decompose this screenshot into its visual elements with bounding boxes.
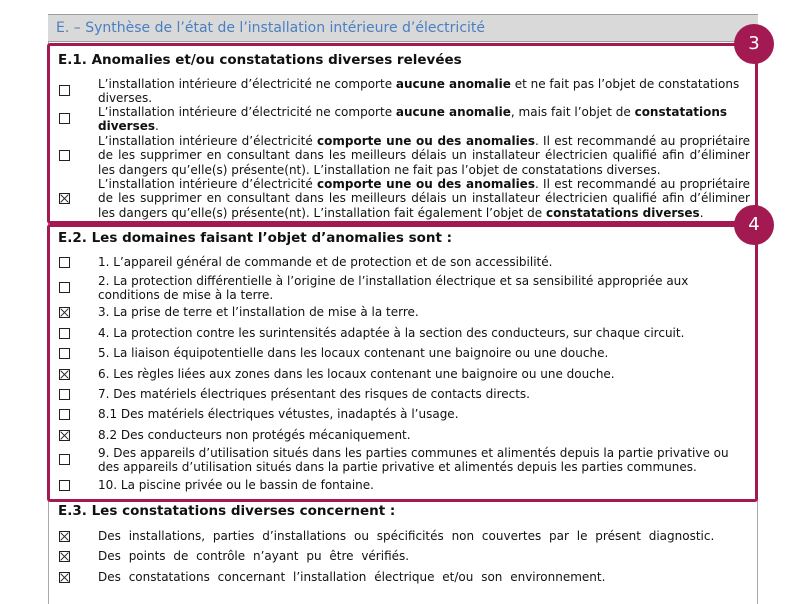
e1-item-4-text: L’installation intérieure d’électricité comporte une ou des anomalies. Il est recommandé au propriétaire de les supprimer en consultant dans les meilleurs délais un installateur électricien qualifié afin d’éliminer les dangers qu’elle(s) présente(nt). L’installation fait également l’objet de constatations diverses. <box>98 177 750 220</box>
checkbox[interactable] <box>59 150 70 161</box>
e2-item-2 <box>58 274 752 304</box>
checkbox-checked[interactable] <box>59 430 70 441</box>
checkbox-checked[interactable] <box>59 307 70 318</box>
e2-item-5 <box>58 346 752 362</box>
e2-item-2-text: 2. La protection différentielle à l’origine de l’installation électrique et sa sensibilité appropriée aux conditions de mise à la terre. <box>98 274 689 303</box>
step-badge-4: 4 <box>734 205 774 245</box>
checkbox-checked[interactable] <box>59 531 70 542</box>
checkbox-checked[interactable] <box>59 193 70 204</box>
checkbox-checked[interactable] <box>59 551 70 562</box>
e3-item-3-text: Des constatations concernant l’installation électrique et/ou son environnement. <box>98 570 606 584</box>
e1-item-2 <box>58 105 752 135</box>
section-header-title: E. – Synthèse de l’état de l’installation intérieure d’électricité <box>56 20 486 36</box>
checkbox[interactable] <box>59 85 70 96</box>
e2-item-8-text: 8.1 Des matériels électriques vétustes, inadaptés à l’usage. <box>98 407 459 421</box>
checkbox-checked[interactable] <box>59 572 70 583</box>
e2-item-11 <box>58 478 752 494</box>
e2-item-6-text: 6. Les règles liées aux zones dans les locaux contenant une baignoire ou une douche. <box>98 367 615 381</box>
e2-item-7-text: 7. Des matériels électriques présentant des risques de contacts directs. <box>98 387 530 401</box>
e2-item-9 <box>58 428 752 444</box>
step-badge-3: 3 <box>734 24 774 64</box>
e2-item-3-text: 3. La prise de terre et l’installation de mise à la terre. <box>98 305 419 319</box>
checkbox[interactable] <box>59 328 70 339</box>
checkbox[interactable] <box>59 480 70 491</box>
section-header <box>48 14 758 42</box>
e1-item-4 <box>58 177 752 221</box>
e2-item-10 <box>58 446 752 476</box>
e1-item-3 <box>58 134 752 178</box>
checkbox[interactable] <box>59 454 70 465</box>
e2-item-3 <box>58 305 752 321</box>
e1-item-1 <box>58 77 752 107</box>
checkbox[interactable] <box>59 113 70 124</box>
e3-item-2-text: Des points de contrôle n’ayant pu être vérifiés. <box>98 549 410 563</box>
e1-item-3-text: L’installation intérieure d’électricité comporte une ou des anomalies. Il est recommandé au propriétaire de les supprimer en consultant dans les meilleurs délais un installateur électricien qualifié afin d’éliminer les dangers qu’elle(s) présente(nt). L’installation ne fait pas l’objet de constatations diverses. <box>98 134 750 177</box>
e2-item-1-text: 1. L’appareil général de commande et de protection et de son accessibilité. <box>98 255 553 269</box>
checkbox[interactable] <box>59 409 70 420</box>
checkbox[interactable] <box>59 282 70 293</box>
e2-item-6 <box>58 367 752 383</box>
checkbox[interactable] <box>59 257 70 268</box>
e3-item-1-text: Des installations, parties d’installations ou spécificités non couvertes par le présent diagnostic. <box>98 529 715 543</box>
e2-item-4-text: 4. La protection contre les surintensités adaptée à la section des conducteurs, sur chaque circuit. <box>98 326 685 340</box>
checkbox[interactable] <box>59 348 70 359</box>
e3-item-2 <box>58 549 752 565</box>
e3-item-1 <box>58 529 752 545</box>
section-title-e1: E.1. Anomalies et/ou constatations diverses relevées <box>58 52 462 68</box>
section-title-e3: E.3. Les constatations diverses concernent : <box>58 503 396 519</box>
e2-item-8 <box>58 407 752 423</box>
e1-item-2-text: L’installation intérieure d’électricité ne comporte aucune anomalie, mais fait l’objet de constatations diverses. <box>98 105 728 134</box>
e2-item-4 <box>58 326 752 342</box>
section-title-e2: E.2. Les domaines faisant l’objet d’anomalies sont : <box>58 230 453 246</box>
checkbox[interactable] <box>59 389 70 400</box>
e1-item-1-text: L’installation intérieure d’électricité ne comporte aucune anomalie et ne fait pas l’objet de constatations diverses. <box>98 77 740 106</box>
e2-item-1 <box>58 255 752 271</box>
e2-item-9-text: 8.2 Des conducteurs non protégés mécaniquement. <box>98 428 411 442</box>
checkbox-checked[interactable] <box>59 369 70 380</box>
e2-item-11-text: 10. La piscine privée ou le bassin de fontaine. <box>98 478 374 492</box>
e3-item-3 <box>58 570 752 586</box>
e2-item-7 <box>58 387 752 403</box>
e2-item-10-text: 9. Des appareils d’utilisation situés dans les parties communes et alimentés depuis la partie privative ou des appareils d’utilisation situés dans la partie privative et alimentés depuis les parties communes. <box>98 446 729 475</box>
e2-item-5-text: 5. La liaison équipotentielle dans les locaux contenant une baignoire ou une douche. <box>98 346 609 360</box>
